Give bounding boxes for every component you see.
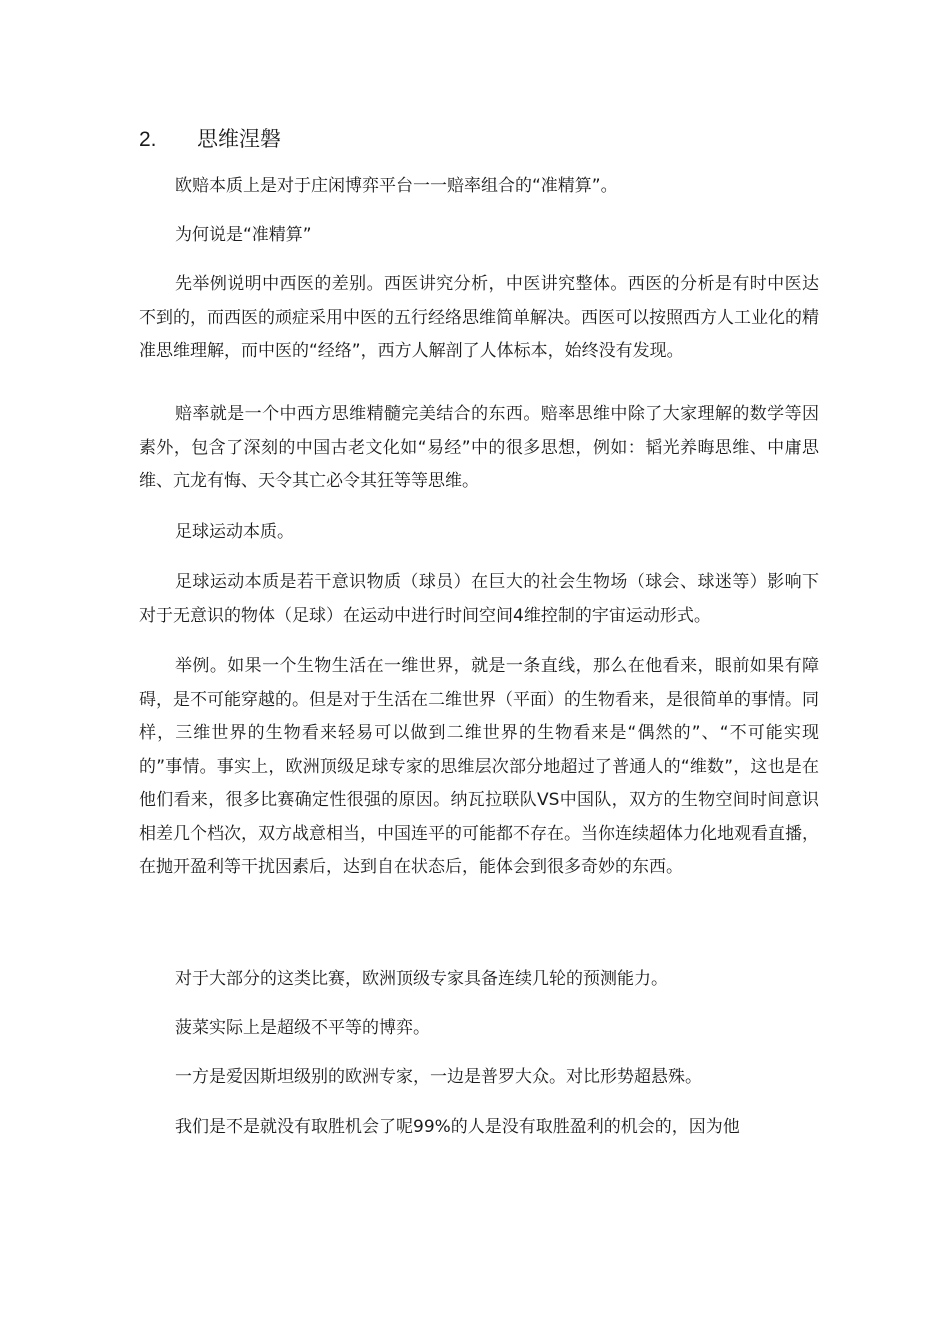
paragraph: 对于大部分的这类比赛，欧洲顶级专家具备连续几轮的预测能力。 xyxy=(175,969,668,989)
section-number: 2. xyxy=(139,128,157,151)
paragraph: 我们是不是就没有取胜机会了呢99%的人是没有取胜盈利的机会的，因为他 xyxy=(175,1117,740,1137)
paragraph: 欧赔本质上是对于庄闲博弈平台一一赔率组合的“准精算”。 xyxy=(175,176,618,196)
paragraph: 足球运动本质是若干意识物质（球员）在巨大的社会生物场（球会、球迷等）影响下对于无意识的物体（足球）在运动中进行时间空间4维控制的宇宙运动形式。 xyxy=(139,572,819,626)
section-title: 思维涅磐 xyxy=(197,127,281,151)
paragraph: 一方是爱因斯坦级别的欧洲专家，一边是普罗大众。对比形势超悬殊。 xyxy=(175,1067,702,1087)
paragraph: 赔率就是一个中西方思维精髓完美结合的东西。赔率思维中除了大家理解的数学等因素外，包含了深刻的中国古老文化如“易经”中的很多思想，例如：韬光养晦思维、中庸思维、亢龙有悔、天令其亡必令其狂等等思维。 xyxy=(139,404,819,491)
paragraph: 足球运动本质。 xyxy=(175,522,294,542)
paragraph: 举例。如果一个生物生活在一维世界，就是一条直线，那么在他看来，眼前如果有障碍，是不可能穿越的。但是对于生活在二维世界（平面）的生物看来，是很简单的事情。同样，三维世界的生物看来轻易可以做到二维世界的生物看来是“偶然的”、“不可能实现的”事情。事实上，欧洲顶级足球专家的思维层次部分地超过了普通人的“维数”，这也是在他们看来，很多比赛确定性很强的原因。纳瓦拉联队VS中国队，双方的生物空间时间意识相差几个档次，双方战意相当，中国连平的可能都不存在。当你连续超体力化地观看直播，在抛开盈利等干扰因素后，达到自在状态后，能体会到很多奇妙的东西。 xyxy=(139,656,819,877)
paragraph: 菠菜实际上是超级不平等的博弈。 xyxy=(175,1018,430,1038)
paragraph: 为何说是“准精算” xyxy=(175,225,312,245)
section-heading xyxy=(139,124,281,155)
paragraph: 先举例说明中西医的差别。西医讲究分析，中医讲究整体。西医的分析是有时中医达不到的，而西医的顽症采用中医的五行经络思维简单解决。西医可以按照西方人工业化的精准思维理解，而中医的“经络”，西方人解剖了人体标本，始终没有发现。 xyxy=(139,274,819,361)
